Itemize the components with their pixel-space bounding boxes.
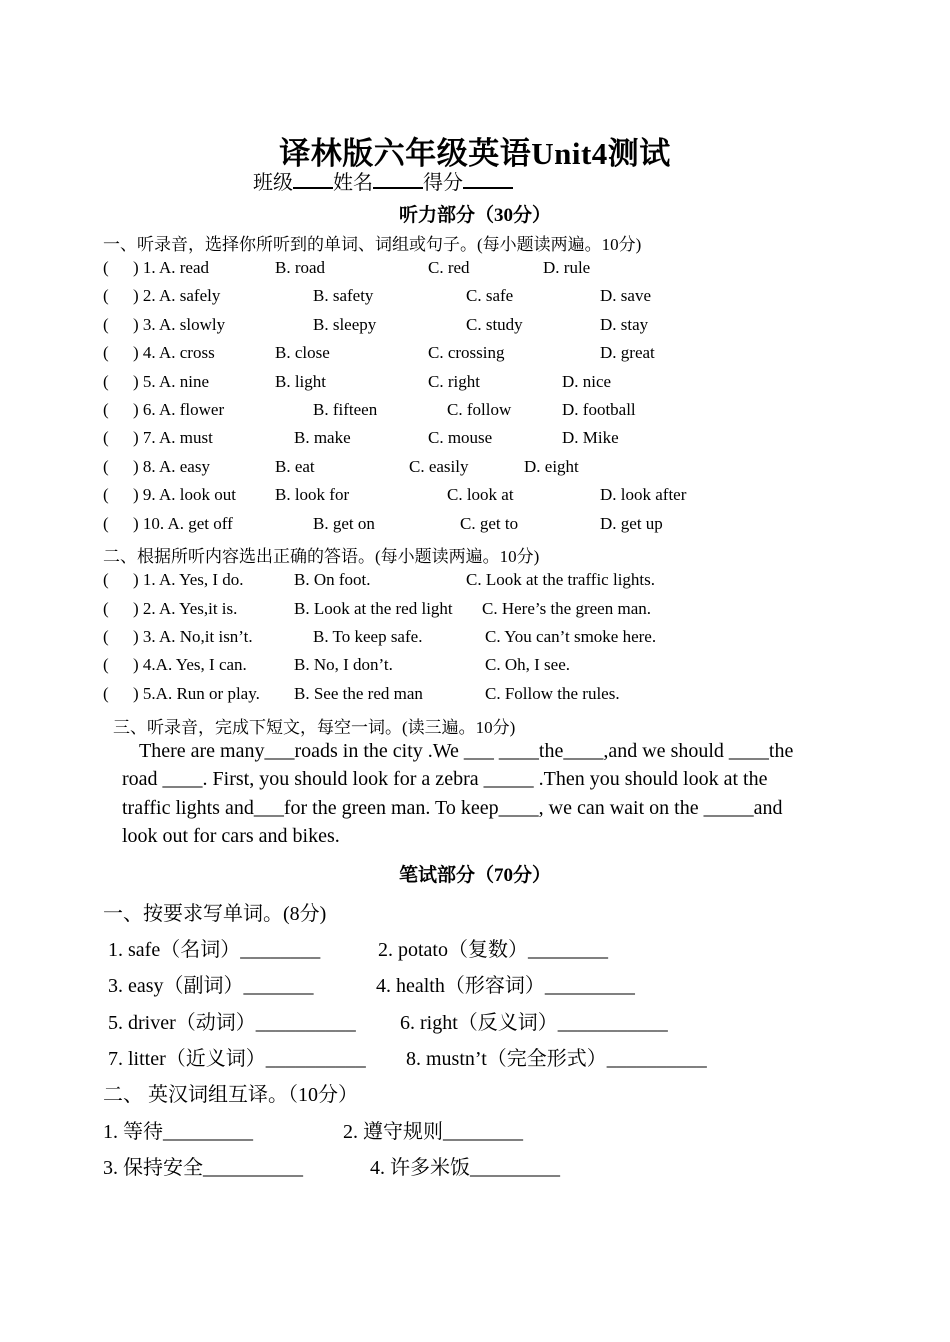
fill-in-item[interactable]: 2. 遵守规则________ bbox=[343, 1121, 523, 1143]
option-a: ) 4.A. Yes, I can. bbox=[133, 655, 247, 674]
question-row bbox=[0, 428, 950, 450]
option-b: B. On foot. bbox=[294, 570, 371, 589]
fill-in-item[interactable]: 8. mustn’t（完全形式）__________ bbox=[406, 1048, 707, 1070]
option-c: C. easily bbox=[409, 457, 469, 476]
option-a: ) 4. A. cross bbox=[133, 343, 215, 362]
option-a: ) 6. A. flower bbox=[133, 400, 225, 419]
class-label: 班级 bbox=[253, 172, 293, 194]
option-c: C. You can’t smoke here. bbox=[485, 627, 657, 646]
option-b: B. road bbox=[275, 258, 326, 277]
question-row bbox=[0, 400, 950, 422]
writing-section-title: 笔试部分（70分） bbox=[398, 865, 551, 886]
score-blank[interactable] bbox=[463, 169, 513, 189]
writing-part1-instruction: 一、按要求写单词。(8分) bbox=[103, 903, 327, 925]
option-c: C. look at bbox=[447, 485, 514, 504]
option-d: D. eight bbox=[524, 457, 579, 476]
question-row bbox=[0, 457, 950, 479]
answer-bracket[interactable]: ( bbox=[103, 372, 109, 391]
option-d: D. nice bbox=[562, 372, 612, 391]
passage-line: traffic lights and___for the green man. To keep____, we can wait on the _____and bbox=[122, 797, 783, 819]
fill-in-item[interactable]: 3. 保持安全__________ bbox=[103, 1157, 303, 1179]
option-d: D. Mike bbox=[562, 428, 619, 447]
question-row bbox=[0, 372, 950, 394]
fill-in-item[interactable]: 1. 等待_________ bbox=[103, 1121, 253, 1143]
question-row bbox=[0, 684, 950, 706]
option-b: B. make bbox=[294, 428, 351, 447]
question-row bbox=[0, 655, 950, 677]
answer-bracket[interactable]: ( bbox=[103, 315, 109, 334]
option-d: D. get up bbox=[600, 514, 663, 533]
answer-bracket[interactable]: ( bbox=[103, 400, 109, 419]
answer-bracket[interactable]: ( bbox=[103, 485, 109, 504]
option-b: B. fifteen bbox=[313, 400, 378, 419]
class-blank[interactable] bbox=[293, 169, 333, 189]
question-row bbox=[0, 599, 950, 621]
page-title: 译林版六年级英语Unit4测试 bbox=[279, 136, 671, 171]
option-c: C. Oh, I see. bbox=[485, 655, 570, 674]
option-a: ) 1. A. Yes, I do. bbox=[133, 570, 244, 589]
option-a: ) 1. A. read bbox=[133, 258, 210, 277]
answer-bracket[interactable]: ( bbox=[103, 684, 109, 703]
option-a: ) 7. A. must bbox=[133, 428, 213, 447]
passage-line: road ____. First, you should look for a zebra _____ .Then you should look at the bbox=[122, 768, 768, 790]
option-a: ) 8. A. easy bbox=[133, 457, 210, 476]
option-c: C. Follow the rules. bbox=[485, 684, 620, 703]
listening-part2-instruction: 二、根据所听内容选出正确的答语。(每小题读两遍。10分) bbox=[103, 547, 540, 566]
passage-line: There are many___roads in the city .We ___ ____the____,and we should ____the bbox=[139, 740, 794, 762]
option-a: ) 5.A. Run or play. bbox=[133, 684, 260, 703]
option-b: B. close bbox=[275, 343, 330, 362]
answer-bracket[interactable]: ( bbox=[103, 627, 109, 646]
option-a: ) 3. A. No,it isn’t. bbox=[133, 627, 253, 646]
option-c: C. safe bbox=[466, 286, 514, 305]
listening-section-title: 听力部分（30分） bbox=[398, 205, 551, 226]
option-b: B. safety bbox=[313, 286, 374, 305]
option-b: B. look for bbox=[275, 485, 350, 504]
option-d: D. football bbox=[562, 400, 636, 419]
option-a: ) 10. A. get off bbox=[133, 514, 233, 533]
fill-in-item[interactable]: 4. health（形容词）_________ bbox=[376, 975, 635, 997]
name-label: 姓名 bbox=[333, 172, 373, 194]
option-d: D. look after bbox=[600, 485, 687, 504]
option-b: B. Look at the red light bbox=[294, 599, 453, 618]
fill-in-item[interactable]: 5. driver（动词）__________ bbox=[108, 1012, 356, 1034]
option-c: C. mouse bbox=[428, 428, 493, 447]
option-b: B. sleepy bbox=[313, 315, 377, 334]
option-d: D. save bbox=[600, 286, 651, 305]
answer-bracket[interactable]: ( bbox=[103, 514, 109, 533]
option-c: C. study bbox=[466, 315, 523, 334]
fill-in-item[interactable]: 6. right（反义词）___________ bbox=[400, 1012, 668, 1034]
listening-part3-instruction: 三、听录音，完成下短文，每空一词。(读三遍。10分) bbox=[113, 718, 516, 737]
question-row bbox=[0, 485, 950, 507]
answer-bracket[interactable]: ( bbox=[103, 599, 109, 618]
score-label: 得分 bbox=[423, 172, 463, 194]
option-b: B. See the red man bbox=[294, 684, 423, 703]
option-b: B. eat bbox=[275, 457, 315, 476]
option-c: C. crossing bbox=[428, 343, 505, 362]
fill-in-item[interactable]: 1. safe（名词）________ bbox=[108, 939, 321, 961]
fill-in-item[interactable]: 3. easy（副词）_______ bbox=[108, 975, 314, 997]
option-b: B. light bbox=[275, 372, 327, 391]
passage-line: look out for cars and bikes. bbox=[122, 825, 340, 847]
writing-part2-instruction: 二、 英汉词组互译。（10分） bbox=[103, 1084, 358, 1106]
name-blank[interactable] bbox=[373, 169, 423, 189]
option-d: D. great bbox=[600, 343, 655, 362]
answer-bracket[interactable]: ( bbox=[103, 428, 109, 447]
answer-bracket[interactable]: ( bbox=[103, 570, 109, 589]
option-b: B. No, I don’t. bbox=[294, 655, 393, 674]
question-row bbox=[0, 258, 950, 280]
option-d: D. rule bbox=[543, 258, 591, 277]
fill-in-item[interactable]: 2. potato（复数）________ bbox=[378, 939, 608, 961]
option-a: ) 3. A. slowly bbox=[133, 315, 226, 334]
option-d: D. stay bbox=[600, 315, 649, 334]
option-c: C. Here’s the green man. bbox=[482, 599, 651, 618]
answer-bracket[interactable]: ( bbox=[103, 655, 109, 674]
answer-bracket[interactable]: ( bbox=[103, 343, 109, 362]
option-c: C. get to bbox=[460, 514, 519, 533]
question-row bbox=[0, 514, 950, 536]
question-row bbox=[0, 627, 950, 649]
option-c: C. Look at the traffic lights. bbox=[466, 570, 656, 589]
question-row bbox=[0, 570, 950, 592]
student-info-line bbox=[253, 166, 513, 195]
option-c: C. red bbox=[428, 258, 470, 277]
question-row bbox=[0, 315, 950, 337]
option-c: C. follow bbox=[447, 400, 512, 419]
option-a: ) 5. A. nine bbox=[133, 372, 210, 391]
option-c: C. right bbox=[428, 372, 480, 391]
question-row bbox=[0, 286, 950, 308]
option-a: ) 2. A. safely bbox=[133, 286, 221, 305]
option-a: ) 2. A. Yes,it is. bbox=[133, 599, 238, 618]
fill-in-item[interactable]: 7. litter（近义词）__________ bbox=[108, 1048, 366, 1070]
fill-in-item[interactable]: 4. 许多米饭_________ bbox=[370, 1157, 560, 1179]
listening-part1-instruction: 一、听录音，选择你所听到的单词、词组或句子。(每小题读两遍。10分) bbox=[103, 235, 642, 254]
question-row bbox=[0, 343, 950, 365]
answer-bracket[interactable]: ( bbox=[103, 457, 109, 476]
option-b: B. get on bbox=[313, 514, 375, 533]
option-a: ) 9. A. look out bbox=[133, 485, 236, 504]
option-b: B. To keep safe. bbox=[313, 627, 423, 646]
answer-bracket[interactable]: ( bbox=[103, 286, 109, 305]
answer-bracket[interactable]: ( bbox=[103, 258, 109, 277]
